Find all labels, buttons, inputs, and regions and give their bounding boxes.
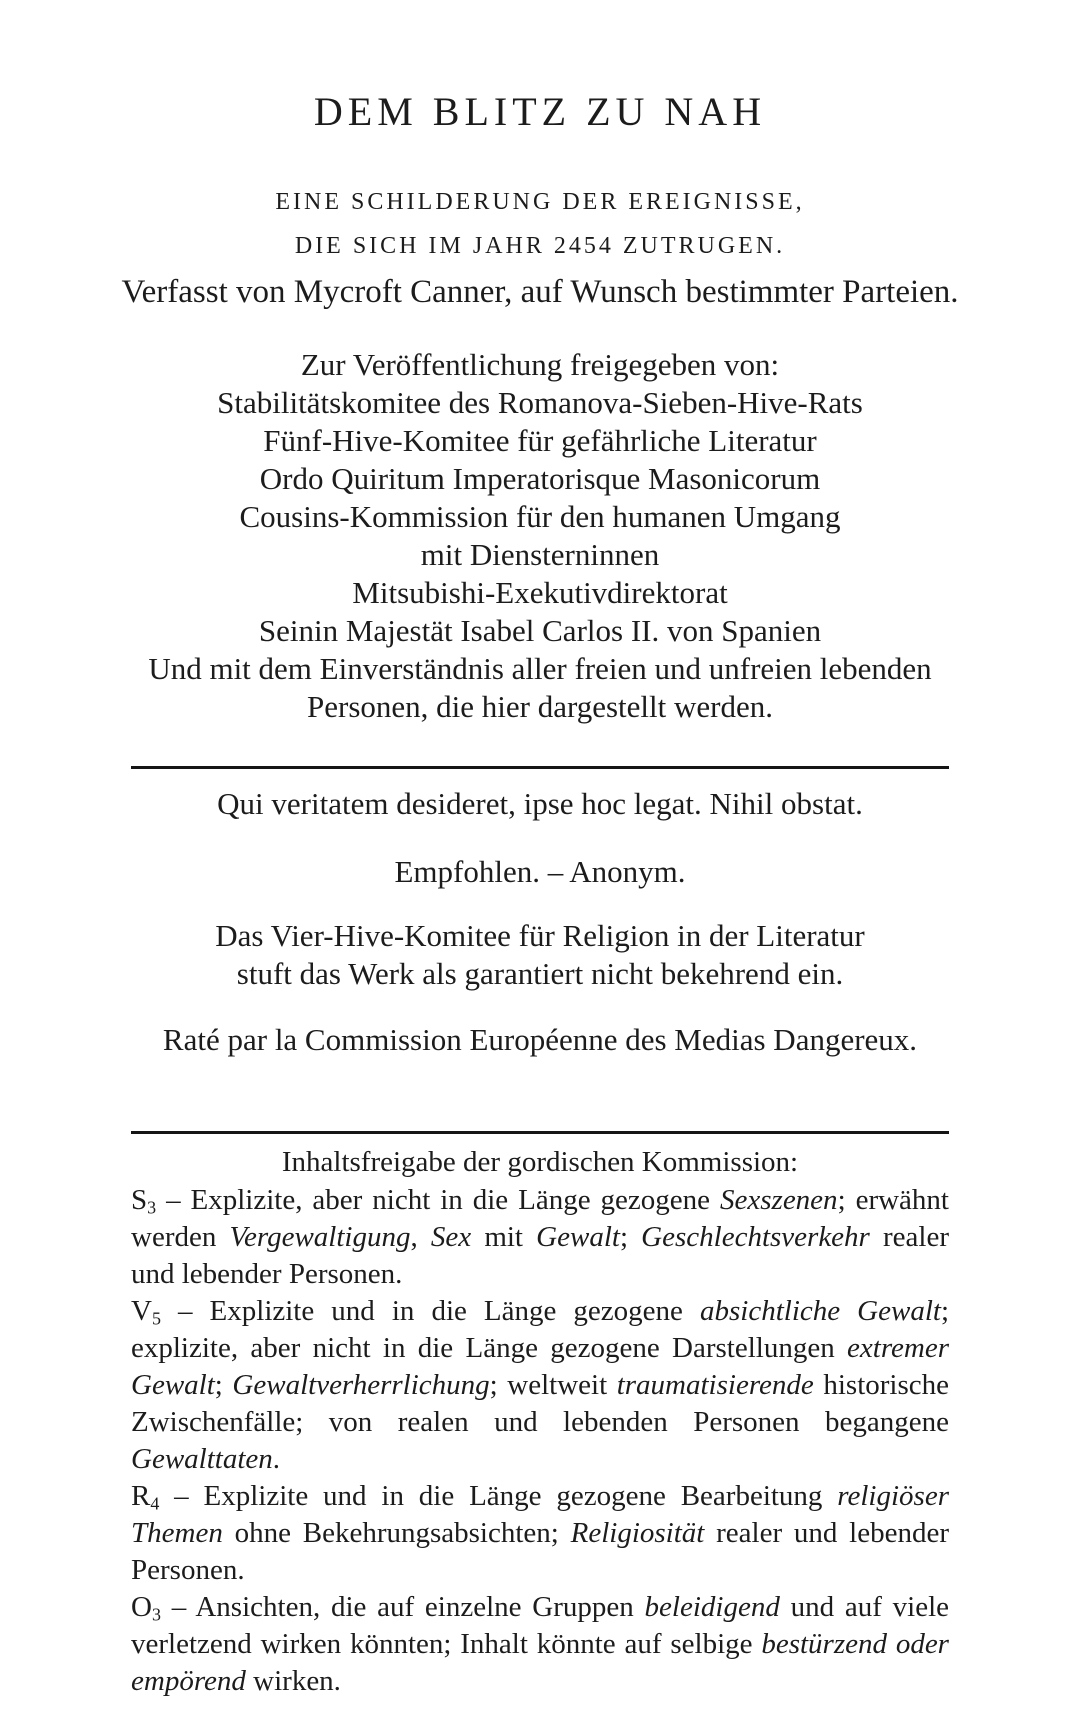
four-hive-note bbox=[0, 917, 1080, 993]
byline: Verfasst von Mycroft Canner, auf Wunsch bestimmter Parteien. bbox=[121, 274, 959, 310]
subtitle-line-1: EINE SCHILDERUNG DER EREIGNISSE, bbox=[275, 189, 805, 215]
book-title: DEM BLITZ ZU NAH bbox=[313, 89, 767, 134]
release-line: Und mit dem Einverständnis aller freien und unfreien lebenden bbox=[148, 651, 932, 686]
release-heading: Zur Veröffentlichung freigegeben von: bbox=[300, 347, 780, 382]
recommendation: Empfohlen. – Anonym. bbox=[394, 854, 686, 889]
four-hive-note-line-1: Das Vier-Hive-Komitee für Religion in der Literatur bbox=[215, 918, 865, 953]
content-ratings-section bbox=[131, 1142, 949, 1700]
release-line: Fünf-Hive-Komitee für gefährliche Literatur bbox=[263, 423, 817, 458]
release-line: Cousins-Kommission für den humanen Umgang bbox=[239, 499, 841, 534]
subtitle-block bbox=[0, 180, 1080, 268]
ratings-heading: Inhaltsfreigabe der gordischen Kommission: bbox=[281, 1146, 799, 1178]
french-rating: Raté par la Commission Européenne des Medias Dangereux. bbox=[162, 1022, 918, 1057]
divider-ratings bbox=[131, 1131, 949, 1134]
latin-motto: Qui veritatem desideret, ipse hoc legat. Nihil obstat. bbox=[217, 786, 863, 821]
divider-top bbox=[131, 766, 949, 769]
release-line: Personen, die hier dargestellt werden. bbox=[307, 689, 773, 724]
rating-paragraph-r4: $R_4$ – Explizite und in die Länge gezogene Bearbeitung religiöser Themen ohne Bekehrungsabsichten; Religiosität realer und lebender Personen. bbox=[131, 1480, 949, 1586]
four-hive-note-line-2: stuft das Werk als garantiert nicht bekehrend ein. bbox=[236, 956, 844, 991]
release-block bbox=[0, 346, 1080, 726]
rating-paragraph-s3: $S_3$ – Explizite, aber nicht in die Länge gezogene Sexszenen; erwähnt werden Vergewaltigung, Sex mit Gewalt; Geschlechtsverkehr realer und lebender Personen. bbox=[131, 1184, 950, 1290]
subtitle-line-2: DIE SICH IM JAHR 2454 ZUTRUGEN. bbox=[294, 233, 786, 259]
release-line: mit Diensterninnen bbox=[420, 537, 660, 572]
rating-paragraph-v5: $V_5$ – Explizite und in die Länge gezogene absichtliche Gewalt; explizite, aber nicht in die Länge gezogene Darstellungen extremer Gewalt; Gewaltverherrlichung; weltweit traumatisierende historische Zwischenfälle; von realen und lebenden Personen begangene Gewalttaten. bbox=[131, 1295, 949, 1475]
release-line: Stabilitätskomitee des Romanova-Sieben-Hive-Rats bbox=[217, 385, 863, 420]
release-line: Mitsubishi-Exekutivdirektorat bbox=[352, 575, 728, 610]
release-line: Seinin Majestät Isabel Carlos II. von Spanien bbox=[258, 613, 822, 648]
release-line: Ordo Quiritum Imperatorisque Masonicorum bbox=[259, 461, 821, 496]
rating-paragraph-o3: $O_3$ – Ansichten, die auf einzelne Gruppen beleidigend und auf viele verletzend wirken könnten; Inhalt könnte auf selbige bestürzend oder empörend wirken. bbox=[131, 1591, 949, 1697]
